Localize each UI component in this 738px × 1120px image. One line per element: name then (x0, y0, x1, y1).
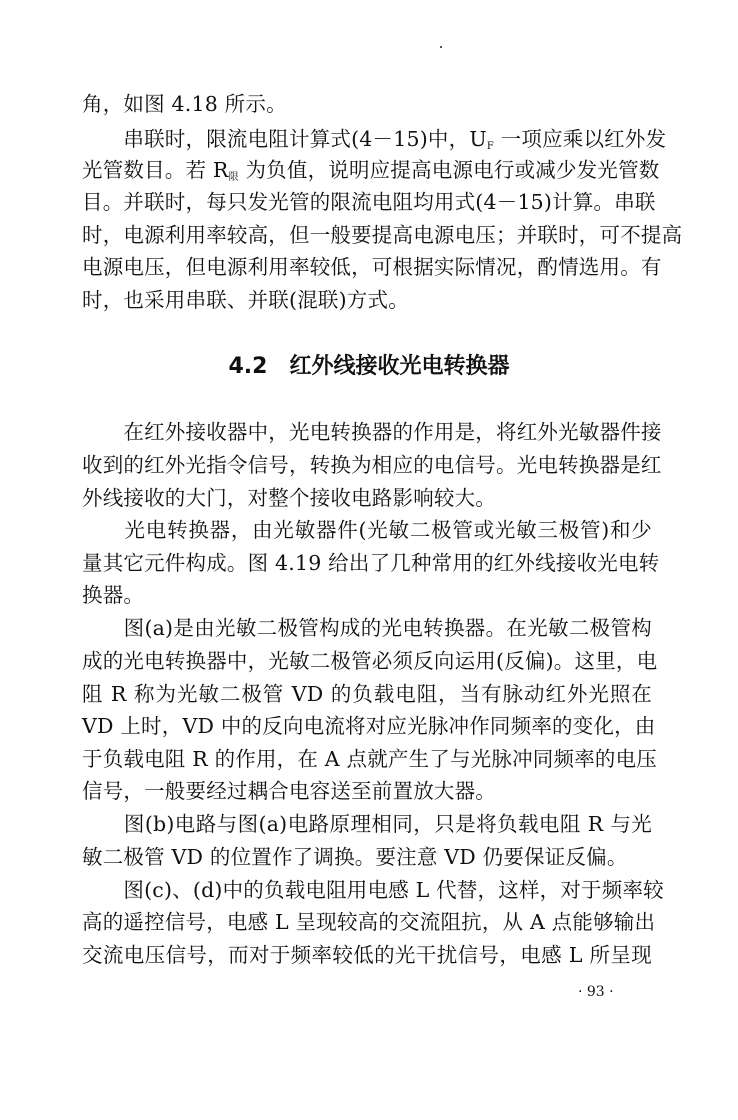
text-line: 光管数目。若 $R_限$ 为负值，说明应提高电源电行或减少发光管数 (82, 158, 660, 183)
text-line: 外线接收的大门，对整个接收电路影响较大。 (82, 486, 496, 510)
text-line: 光电转换器，由光敏器件(光敏二极管或光敏三极管)和少 (82, 518, 652, 542)
text-line: VD 上时，VD 中的反向电流将对应光脉冲作同频率的变化，由 (82, 714, 656, 738)
text-line: 图(a)是由光敏二极管构成的光电转换器。在光敏二极管构 (82, 616, 652, 640)
text-line: 角，如图 4.18 所示。 (82, 92, 287, 116)
text-line: 阻 R 称为光敏二极管 VD 的负载电阻，当有脉动红外光照在 (82, 682, 652, 706)
text-line: 量其它元件构成。图 4.19 给出了几种常用的红外线接收光电转 (82, 551, 660, 575)
scan-speck (440, 46, 442, 48)
section-heading (0, 352, 738, 382)
text-line: 成的光电转换器中，光敏二极管必须反向运用(反偏)。这里，电 (82, 649, 658, 673)
text-line: 图(c)、(d)中的负载电阻用电感 L 代替，这样，对于频率较 (82, 878, 664, 902)
text-line: 图(b)电路与图(a)电路原理相同，只是将负载电阻 R 与光 (82, 812, 652, 836)
text-line: 交流电压信号，而对于频率较低的光干扰信号，电感 L 所呈现 (82, 943, 652, 967)
text-line: 目。并联时，每只发光管的限流电阻均用式(4－15)计算。串联 (82, 190, 656, 214)
section-number: 4.2 (228, 354, 268, 379)
text-line: 时，也采用串联、并联(混联)方式。 (82, 288, 409, 312)
section-title: 红外线接收光电转换器 (289, 354, 510, 379)
text-line: 信号，一般要经过耦合电容送至前置放大器。 (82, 779, 496, 803)
text-line: 高的遥控信号，电感 L 呈现较高的交流阻抗，从 A 点能够输出 (82, 910, 656, 934)
text-line: 换器。 (82, 583, 145, 607)
text-line: 在红外接收器中，光电转换器的作用是，将红外光敏器件接 (82, 420, 662, 444)
text-line: 串联时，限流电阻计算式(4－15)中，$U_F$ 一项应乘以红外发 (82, 127, 667, 152)
text-line: 于负载电阻 R 的作用，在 A 点就产生了与光脉冲同频率的电压 (82, 747, 658, 771)
text-line: 收到的红外光指令信号，转换为相应的电信号。光电转换器是红 (82, 453, 662, 477)
page-number: · 93 · (578, 984, 614, 1000)
text-line: 时，电源利用率较高，但一般要提高电源电压；并联时，可不提高 (82, 223, 683, 247)
text-line: 敏二极管 VD 的位置作了调换。要注意 VD 仍要保证反偏。 (82, 845, 628, 869)
text-line: 电源电压，但电源利用率较低，可根据实际情况，酌情选用。有 (82, 255, 662, 279)
